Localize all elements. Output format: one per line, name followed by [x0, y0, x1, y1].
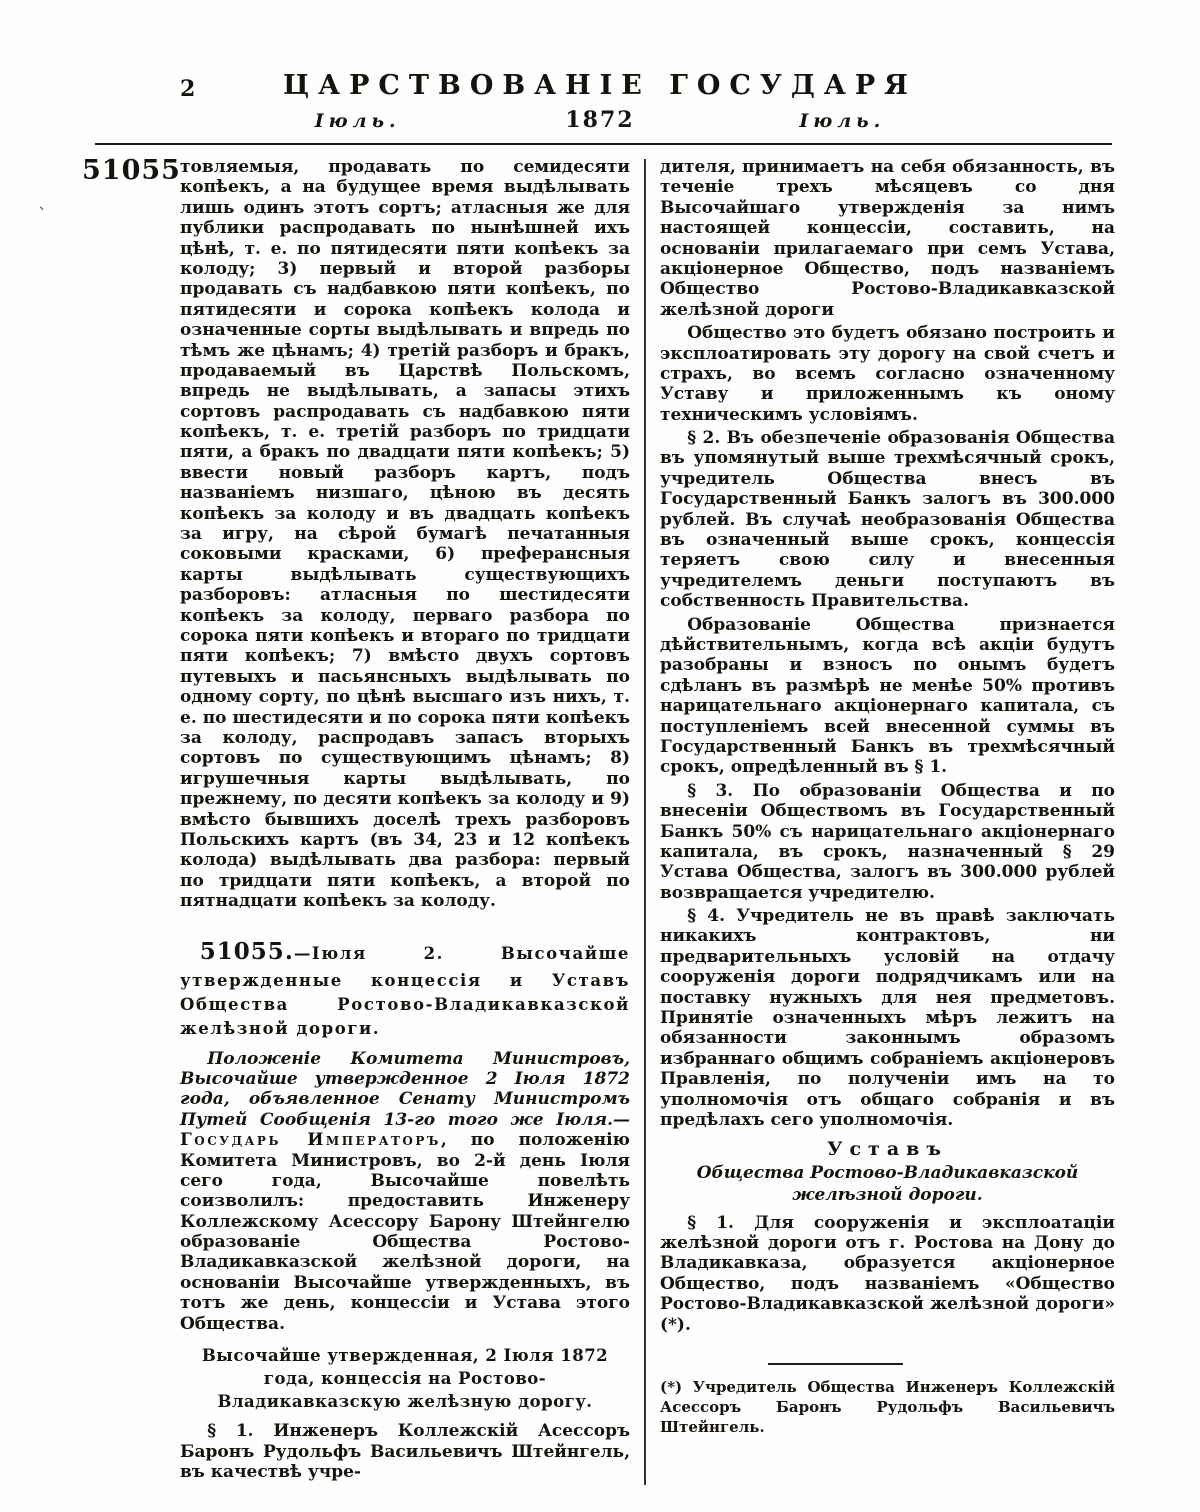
- act-heading-title: —Іюля 2. Высочайше утвержденные концессія и Уставъ Общества Ростово-Владикавказской желѣзной дороги.: [180, 944, 630, 1038]
- paragraph-concession-s1: § 1. Инженеръ Коллежскій Асессоръ Баронъ Рудольфъ Васильевичъ Штейнгель, въ качествѣ учре-: [180, 1421, 630, 1483]
- date-line: [180, 107, 1020, 133]
- lead-italic: Положеніе Комитета Министровъ, Высочайше утвержденное 2 Іюля 1872 года, объявленное Сенату Министромъ Путей Сообщенія 13-го того же Іюля.—: [180, 1048, 630, 1130]
- paragraph-s4: § 4. Учредитель не въ правѣ заключать никакихъ контрактовъ, ни предварительныхъ условій на отдачу сооруженія дороги подрядчикамъ или на поставку нужныхъ для нея предметовъ. Принятіе означенныхъ мѣръ лежитъ на обязанности законнымъ образомъ избраннаго общимъ собраніемъ акціонеровъ Правленія, по полученіи имъ на то уполномочія отъ общаго собранія и въ предѣлахъ сего уполномочія.: [660, 906, 1115, 1130]
- lead-rest: , по положенію Комитета Министровъ, во 2-й день Іюля сего года, Высочайше повелѣть соизволилъ: предоставить Инженеру Коллежскому Асессору Барону Штейнгелю образованіе Общества Ростово-Владикавказской желѣзной дороги, на основаніи Высочайше утвержденныхъ, въ тотъ же день, концессіи и Устава этого Общества.: [180, 1130, 630, 1334]
- running-head: [0, 0, 1200, 145]
- lead-sovereign-smallcaps: Государь Императоръ: [180, 1130, 441, 1151]
- month-left: Іюль.: [314, 110, 401, 132]
- ustav-heading: Уставъ: [827, 1138, 948, 1161]
- paragraph-s2: § 2. Въ обезпеченіе образованія Общества въ упомянутый выше трехмѣсячный срокъ, учредитель Общества внесъ въ Государственный Банкъ залогъ въ 300.000 рублей. Въ случаѣ необразованія Общества въ означенный выше срокъ, концессія теряетъ свою силу и внесенныя учредителемъ деньги поступаютъ въ собственность Правительства.: [660, 428, 1115, 612]
- paragraph-formation: Образованіе Общества признается дѣйствительнымъ, когда всѣ акціи будутъ разобраны и взносъ по онымъ будетъ сдѣланъ въ размѣрѣ не менѣе 50% противъ нарицательнаго акціонернаго капитала, съ поступленіемъ всей внесенной суммы въ Государственный Банкъ въ трехмѣсячный срокъ, опредѣленный въ § 1.: [660, 614, 1115, 778]
- footnote: (*) Учредитель Общества Инженеръ Коллежскій Асессоръ Баронъ Рудольфъ Васильевичъ Штейнгель.: [660, 1377, 1115, 1437]
- two-column-body: [0, 145, 1200, 1485]
- page-number: 2: [180, 76, 196, 102]
- ustav-subheading: Общества Ростово-Владикавказской желѣзной дороги.: [696, 1163, 1079, 1206]
- paragraph-lead: [180, 1049, 630, 1334]
- page-title: ЦАРСТВОВАНІЕ ГОСУДАРЯ: [283, 70, 917, 101]
- paragraph-cards-continuation: товляемыя, продавать по семидесяти копѣекъ, а на будущее время выдѣлывать лишь одинъ этотъ сортъ; атласныя же для публики распродавать по нынѣшней ихъ цѣнѣ, т. е. по пятидесяти пяти копѣекъ за колоду; 3) первый и второй разборы продавать съ надбавкою пяти копѣекъ, по пятидесяти и сорока копѣекъ колода и означенные сорты выдѣлывать и впредь по тѣмъ же цѣнамъ; 4) третій разборъ и бракъ, продаваемый въ Царствѣ Польскомъ, впредь не выдѣлывать, а запасы этихъ сортовъ распродавать съ надбавкою пяти копѣекъ, т. е. третій разборъ по тридцати пяти, а бракъ по двадцати пяти копѣекъ; 5) ввести новый разборъ картъ, подъ названіемъ низшаго, цѣною въ десять копѣекъ за колоду и въ двадцать копѣекъ за игру, на сѣрой бумагѣ печатанныя соковыми красками, 6) преферансныя карты выдѣлывать существующихъ разборовъ: атласныя по шестидесяти копѣекъ за колоду, перваго разбора по сорока пяти копѣекъ и втораго по тридцати пяти копѣекъ; 7) вмѣсто двухъ сортовъ путевыхъ и пасьянсныхъ выдѣлывать по одному сорту, по цѣнѣ высшаго изъ нихъ, т. е. по шестидесяти и по сорока пяти копѣекъ за колоду, распродавъ запасъ вторыхъ сортовъ по существующимъ цѣнамъ; 8) игрушечныя карты выдѣлывать, по прежнему, по десяти копѣекъ за колоду и 9) вмѣсто бывшихъ доселѣ трехъ разборовъ Польскихъ картъ (въ 34, 23 и 12 копѣекъ колода) выдѣлывать два разбора: первый по тридцати пяти копѣекъ, а второй по пятнадцати копѣекъ за колоду.: [180, 157, 630, 912]
- margin-mark: `: [38, 205, 47, 226]
- paragraph-s3: § 3. По образованіи Общества и по внесеніи Обществомъ въ Государственный Банкъ 50% съ нарицательнаго акціонернаго капитала, въ срокъ, назначенный § 29 Устава Общества, залогъ въ 300.000 рублей возвращается учредителю.: [660, 780, 1115, 903]
- header-rule: [95, 143, 1112, 145]
- paragraph-obligation: Общество это будетъ обязано построить и эксплоатировать эту дорогу на свой счетъ и страхъ, во всемъ согласно означенному Уставу и приложеннымъ къ оному техническимъ условіямъ.: [660, 323, 1115, 425]
- act-heading: [180, 935, 630, 1040]
- left-column: [180, 157, 630, 1485]
- concession-heading: Высочайше утвержденная, 2 Іюля 1872 года, концессія на Ростово-Владикавказскую желѣзную дорогу.: [201, 1346, 609, 1412]
- footnote-rule: [768, 1363, 903, 1365]
- month-right: Іюль.: [799, 110, 886, 132]
- paragraph-ustav-s1: § 1. Для сооруженія и эксплоатаціи желѣзной дороги отъ г. Ростова на Дону до Владикавказа, образуется акціонерное Общество, подъ названіемъ «Общество Ростово-Владикавказской желѣзной дороги» (*).: [660, 1212, 1115, 1335]
- act-heading-number: 51055.: [199, 938, 294, 966]
- column-divider: [644, 159, 646, 1485]
- act-number-margin: 51055: [82, 155, 181, 186]
- paragraph-s1-continuation: дителя, принимаетъ на себя обязанность, въ теченіе трехъ мѣсяцевъ со дня Высочайшаго утвержденія за нимъ настоящей концессіи, составить, на основаніи прилагаемаго при семъ Устава, акціонерное Общество, подъ названіемъ Общество Ростово-Владикавказской желѣзной дороги: [660, 157, 1115, 320]
- year: 1872: [565, 107, 635, 133]
- right-column: [660, 157, 1115, 1485]
